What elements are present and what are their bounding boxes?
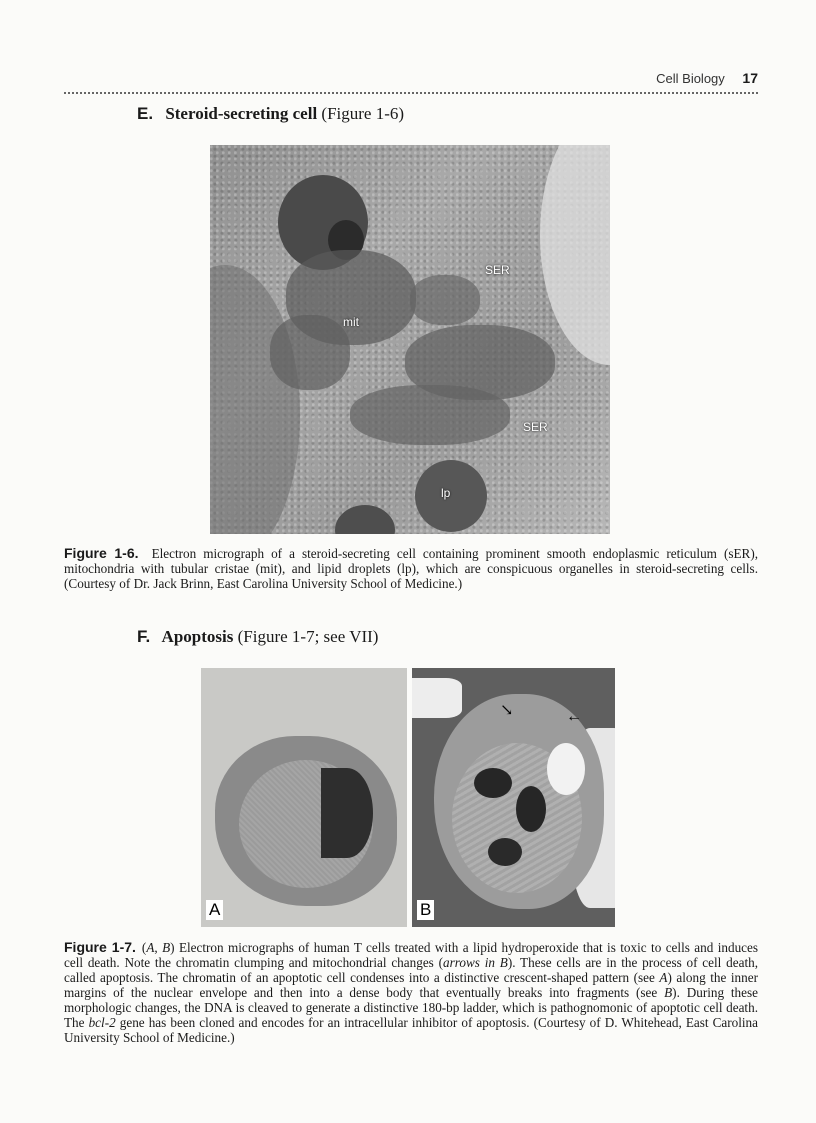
- bright-space-1: [412, 678, 462, 718]
- caption-italic-a: A: [146, 940, 155, 955]
- label-mit: mit: [343, 315, 359, 329]
- figure-1-6-caption: [64, 546, 758, 591]
- caption-italic-b: B: [162, 940, 171, 955]
- page-number: 17: [742, 70, 758, 86]
- lipid-droplet-lower: [415, 460, 487, 532]
- section-e-ref: (Figure 1-6): [321, 104, 405, 123]
- caption-italic-gene: bcl-2: [88, 1015, 116, 1030]
- figure-1-6-label: Figure 1-6.: [64, 545, 139, 561]
- figure-1-6-micrograph: [210, 145, 610, 534]
- caption-part: (: [141, 940, 147, 955]
- lipid-droplet-edge: [335, 505, 395, 534]
- section-f-letter: F.: [137, 627, 151, 646]
- caption-part: ) Electron micrographs of human T cells treated with a lipid hydroperoxide that is toxic to cells and induces cell death. Note the chromatin clumping and mitochondrial changes (: [64, 940, 758, 970]
- caption-part: ). These cells are in the process of cell death, called apoptosis. The chromatin of an apoptotic cell condenses into a distinctive crescent-shaped pattern (see: [64, 955, 759, 985]
- label-ser-bottom: SER: [523, 420, 548, 434]
- figure-1-7-panel-b: [412, 668, 615, 927]
- vacuole: [547, 743, 585, 795]
- header-rule: [64, 92, 758, 94]
- caption-italic-a: A: [659, 970, 668, 985]
- figure-1-7-caption: [64, 940, 758, 1045]
- chromatin-crescent: [321, 768, 373, 858]
- arrow-left-icon: ↘: [500, 702, 514, 719]
- mitochondrion-5: [350, 385, 510, 445]
- figure-1-7-panel-a: [201, 668, 407, 927]
- label-ser-top: SER: [485, 263, 510, 277]
- caption-part: ) along the inner margins of the nuclear envelope and then into a dense body that eventually breaks into fragments (see: [64, 970, 758, 1000]
- panel-label-a: A: [206, 900, 223, 920]
- running-header: [64, 70, 758, 86]
- figure-1-6-caption-text: Electron micrograph of a steroid-secreting cell containing prominent smooth endoplasmic reticulum (sER), mitochondria with tubular cristae (mit), and lipid droplets (lp), which are conspicuous organelles in steroid-secreting cells. (Courtesy of Dr. Jack Brinn, East Carolina University School of Medicine.): [64, 546, 759, 591]
- mitochondrion-3: [410, 275, 480, 325]
- caption-italic-b: B: [664, 985, 673, 1000]
- chromatin-fragment-1: [474, 768, 512, 798]
- section-f-ref: (Figure 1-7; see VII): [237, 627, 379, 646]
- arrow-right-icon: ←: [566, 708, 582, 725]
- caption-part: ,: [154, 940, 163, 955]
- section-e-letter: E.: [137, 104, 154, 123]
- chromatin-fragment-3: [488, 838, 522, 866]
- label-lp: lp: [441, 486, 451, 500]
- chapter-title: Cell Biology: [656, 71, 725, 86]
- chromatin-fragment-2: [516, 786, 546, 832]
- caption-part: gene has been cloned and encodes for an intracellular inhibitor of apoptosis. (Courtesy of D. Whitehead, East Carolina University School of Medicine.): [64, 1015, 758, 1045]
- figure-1-7-label: Figure 1-7.: [64, 939, 136, 955]
- mitochondrion-2: [270, 315, 350, 390]
- section-e-title: Steroid-secreting cell: [165, 104, 318, 123]
- extracellular-space: [540, 145, 610, 365]
- panel-label-b: B: [417, 900, 434, 920]
- section-f-title: Apoptosis: [161, 627, 234, 646]
- caption-part: ). During these morphologic changes, the DNA is cleaved to generate a distinctive 180-bp ladder, which is pathognomonic of apoptotic cell death. The: [64, 985, 758, 1030]
- section-e-heading: [137, 104, 404, 124]
- caption-italic-arrows: arrows in B: [443, 955, 508, 970]
- section-f-heading: [137, 627, 378, 647]
